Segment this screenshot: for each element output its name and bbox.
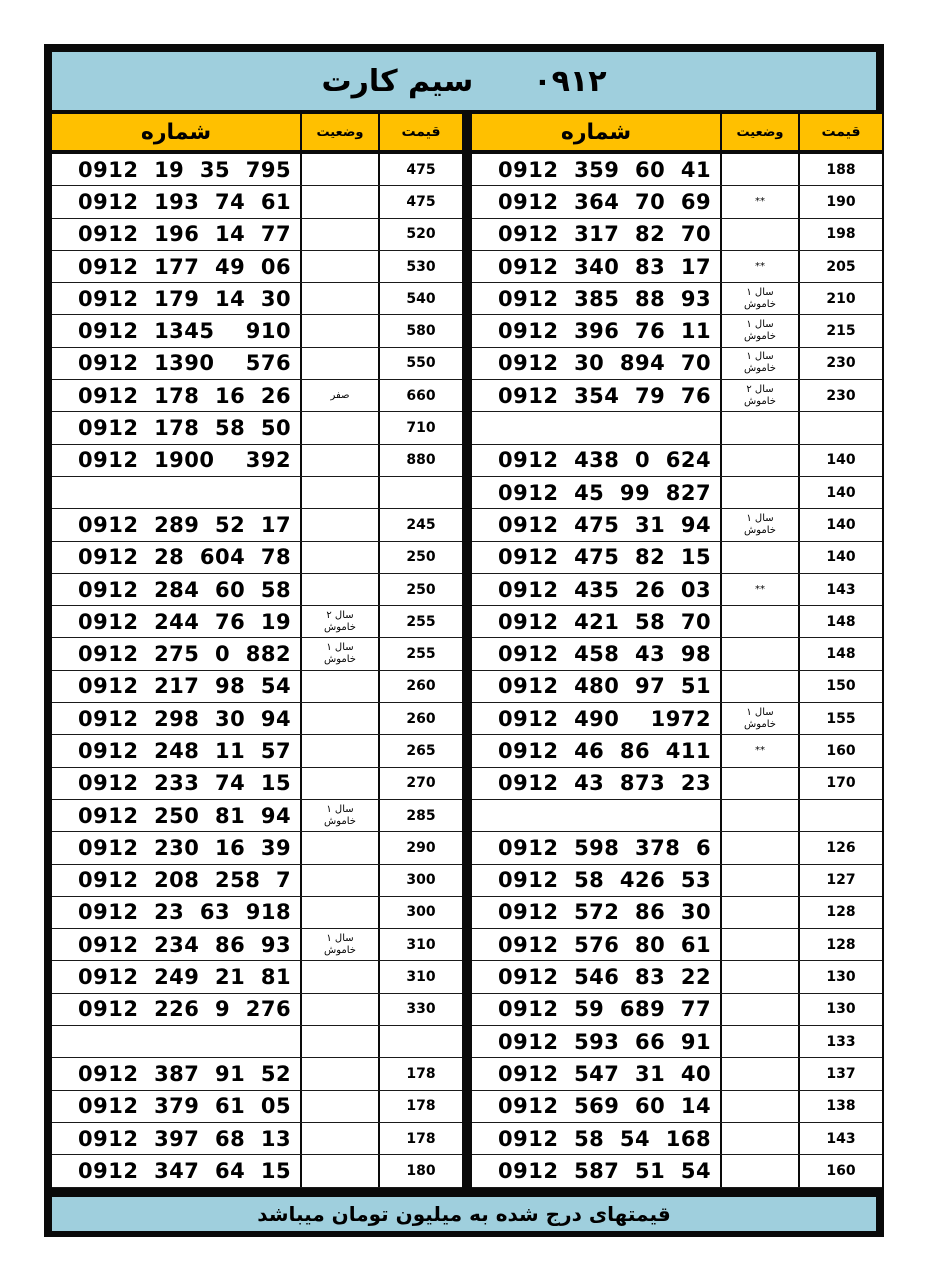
phone-number: 0912 354 79 76: [472, 380, 720, 411]
phone-number: 0912 298 30 94: [52, 703, 300, 734]
price-cell: 138: [800, 1091, 882, 1122]
price-cell: 140: [800, 477, 882, 508]
table-row: [472, 832, 882, 864]
status-cell: [302, 348, 378, 379]
phone-number: 0912 230 16 39: [52, 832, 300, 863]
price-cell: 140: [800, 445, 882, 476]
price-cell: [800, 412, 882, 443]
price-cell: 530: [380, 251, 462, 282]
phone-number: 0912 458 43 98: [472, 638, 720, 669]
price-cell: 255: [380, 606, 462, 637]
status-cell: [302, 1058, 378, 1089]
price-cell: 265: [380, 735, 462, 766]
price-cell: 205: [800, 251, 882, 282]
phone-number: 0912 23 63 918: [52, 897, 300, 928]
footer-note: قیمتهای درج شده به میلیون تومان میباشد: [52, 1197, 876, 1231]
table-row: [472, 768, 882, 800]
table-row: [472, 445, 882, 477]
phone-number: 0912 364 70 69: [472, 186, 720, 217]
status-cell: [302, 251, 378, 282]
price-cell: 475: [380, 154, 462, 185]
table-row: [472, 380, 882, 412]
phone-number: 0912 250 81 94: [52, 800, 300, 831]
price-cell: 188: [800, 154, 882, 185]
phone-number: 0912 598 378 6: [472, 832, 720, 863]
price-cell: 260: [380, 703, 462, 734]
phone-number: 0912 438 0 624: [472, 445, 720, 476]
phone-number: 0912 248 11 57: [52, 735, 300, 766]
phone-number: 0912 397 68 13: [52, 1123, 300, 1154]
header-status: وضعیت: [722, 114, 798, 150]
table-row: [472, 348, 882, 380]
table-row: [472, 1091, 882, 1123]
price-cell: 550: [380, 348, 462, 379]
phone-number: 0912 317 82 70: [472, 219, 720, 250]
price-cell: 520: [380, 219, 462, 250]
status-cell: ۱ سال خاموش: [722, 509, 798, 540]
status-cell: [722, 542, 798, 573]
table-row: [52, 929, 462, 961]
price-cell: 255: [380, 638, 462, 669]
table-row: [472, 186, 882, 218]
status-cell: ۱ سال خاموش: [302, 929, 378, 960]
table-row: [52, 638, 462, 670]
status-cell: [722, 606, 798, 637]
phone-number: 0912 58 426 53: [472, 865, 720, 896]
phone-number: 0912 28 604 78: [52, 542, 300, 573]
phone-number: 0912 46 86 411: [472, 735, 720, 766]
status-cell: [722, 219, 798, 250]
phone-number: 0912 179 14 30: [52, 283, 300, 314]
header-price: قیمت: [380, 114, 462, 150]
price-cell: 300: [380, 865, 462, 896]
title-bar: [52, 52, 876, 110]
table-row: [472, 929, 882, 961]
phone-number: 0912 572 86 30: [472, 897, 720, 928]
header-price: قیمت: [800, 114, 882, 150]
status-cell: [722, 412, 798, 443]
status-cell: [302, 994, 378, 1025]
table-row: [52, 897, 462, 929]
phone-number: 0912 45 99 827: [472, 477, 720, 508]
phone-number: 0912 1345 910: [52, 315, 300, 346]
price-cell: 310: [380, 961, 462, 992]
status-cell: [302, 477, 378, 508]
status-cell: [302, 412, 378, 443]
price-cell: 143: [800, 1123, 882, 1154]
price-cell: [800, 800, 882, 831]
price-cell: 137: [800, 1058, 882, 1089]
price-cell: 215: [800, 315, 882, 346]
status-cell: **: [722, 186, 798, 217]
price-cell: 127: [800, 865, 882, 896]
status-cell: [302, 445, 378, 476]
phone-number: 0912 576 80 61: [472, 929, 720, 960]
status-cell: ۱ سال خاموش: [722, 315, 798, 346]
table-row: [52, 542, 462, 574]
table-row: [472, 1026, 882, 1058]
table-row: [472, 735, 882, 767]
status-cell: [722, 445, 798, 476]
phone-number: 0912 289 52 17: [52, 509, 300, 540]
table-row: [52, 154, 462, 186]
right-table: [472, 114, 882, 1188]
price-cell: 190: [800, 186, 882, 217]
table-row: [52, 800, 462, 832]
phone-number: 0912 208 258 7: [52, 865, 300, 896]
price-cell: 128: [800, 929, 882, 960]
price-cell: 140: [800, 542, 882, 573]
title-text: سیم کارت: [321, 63, 474, 99]
table-row: [52, 412, 462, 444]
status-cell: [302, 1123, 378, 1154]
phone-number: 0912 284 60 58: [52, 574, 300, 605]
status-cell: ۱ سال خاموش: [722, 283, 798, 314]
phone-number: 0912 347 64 15: [52, 1155, 300, 1186]
price-cell: 178: [380, 1091, 462, 1122]
price-cell: 133: [800, 1026, 882, 1057]
table-row: [472, 154, 882, 186]
status-cell: [302, 315, 378, 346]
table-row: [52, 219, 462, 251]
status-cell: [302, 832, 378, 863]
table-row: [52, 735, 462, 767]
status-cell: [302, 865, 378, 896]
status-cell: [722, 800, 798, 831]
table-row: [472, 897, 882, 929]
price-cell: 245: [380, 509, 462, 540]
left-rows: [52, 154, 462, 1188]
price-cell: 310: [380, 929, 462, 960]
price-sheet: [44, 44, 884, 1237]
table-row: [472, 1058, 882, 1090]
status-cell: [722, 1058, 798, 1089]
phone-number: 0912 387 91 52: [52, 1058, 300, 1089]
price-cell: [380, 477, 462, 508]
price-cell: 130: [800, 994, 882, 1025]
price-cell: 180: [380, 1155, 462, 1186]
phone-number: 0912 396 76 11: [472, 315, 720, 346]
table-row: [472, 542, 882, 574]
price-cell: 250: [380, 574, 462, 605]
status-cell: [722, 961, 798, 992]
status-cell: **: [722, 251, 798, 282]
status-cell: [302, 186, 378, 217]
phone-number: 0912 379 61 05: [52, 1091, 300, 1122]
price-cell: 160: [800, 1155, 882, 1186]
phone-number: 0912 244 76 19: [52, 606, 300, 637]
phone-number: 0912 193 74 61: [52, 186, 300, 217]
status-cell: [302, 768, 378, 799]
table-row: [52, 1155, 462, 1187]
price-cell: 710: [380, 412, 462, 443]
price-cell: 143: [800, 574, 882, 605]
status-cell: [302, 1155, 378, 1186]
price-cell: 285: [380, 800, 462, 831]
table-row: [472, 477, 882, 509]
header-number: شماره: [52, 114, 300, 150]
price-cell: 128: [800, 897, 882, 928]
table-row: [52, 1091, 462, 1123]
table-row: [52, 606, 462, 638]
phone-number: 0912 569 60 14: [472, 1091, 720, 1122]
status-cell: ۱ سال خاموش: [302, 638, 378, 669]
status-cell: [722, 477, 798, 508]
table-row: [52, 186, 462, 218]
status-cell: [722, 638, 798, 669]
table-row: [472, 574, 882, 606]
phone-number: 0912 475 31 94: [472, 509, 720, 540]
price-cell: 130: [800, 961, 882, 992]
price-cell: 330: [380, 994, 462, 1025]
status-cell: صفر: [302, 380, 378, 411]
status-cell: [302, 735, 378, 766]
table-row: [472, 509, 882, 541]
table-row: [52, 380, 462, 412]
price-cell: 178: [380, 1123, 462, 1154]
table-row: [472, 315, 882, 347]
phone-number: 0912 226 9 276: [52, 994, 300, 1025]
table-row: [472, 638, 882, 670]
status-cell: ۲ سال خاموش: [302, 606, 378, 637]
phone-number: 0912 177 49 06: [52, 251, 300, 282]
table-row: [472, 703, 882, 735]
phone-number: 0912 1390 576: [52, 348, 300, 379]
phone-number: [472, 412, 720, 443]
price-cell: 230: [800, 380, 882, 411]
table-row: [52, 283, 462, 315]
title-code: ۰۹۱۲: [533, 63, 607, 99]
phone-number: 0912 249 21 81: [52, 961, 300, 992]
phone-number: 0912 275 0 882: [52, 638, 300, 669]
status-cell: [302, 1026, 378, 1057]
status-cell: [722, 865, 798, 896]
phone-number: 0912 178 16 26: [52, 380, 300, 411]
phone-number: [52, 1026, 300, 1057]
price-cell: 250: [380, 542, 462, 573]
price-cell: 198: [800, 219, 882, 250]
table-row: [52, 1026, 462, 1058]
table-row: [52, 1058, 462, 1090]
price-cell: 270: [380, 768, 462, 799]
phone-number: 0912 43 873 23: [472, 768, 720, 799]
phone-number: 0912 340 83 17: [472, 251, 720, 282]
status-cell: **: [722, 735, 798, 766]
price-cell: 580: [380, 315, 462, 346]
phone-number: 0912 1900 392: [52, 445, 300, 476]
status-cell: [302, 703, 378, 734]
table-row: [52, 961, 462, 993]
price-cell: 475: [380, 186, 462, 217]
status-cell: [722, 929, 798, 960]
status-cell: [722, 897, 798, 928]
status-cell: ۲ سال خاموش: [722, 380, 798, 411]
table-row: [52, 865, 462, 897]
status-cell: [722, 1123, 798, 1154]
phone-number: 0912 59 689 77: [472, 994, 720, 1025]
phone-number: 0912 58 54 168: [472, 1123, 720, 1154]
price-cell: 155: [800, 703, 882, 734]
status-cell: [302, 542, 378, 573]
status-cell: ۱ سال خاموش: [722, 703, 798, 734]
table-header: [52, 114, 462, 150]
phone-number: 0912 385 88 93: [472, 283, 720, 314]
status-cell: [302, 961, 378, 992]
status-cell: [302, 1091, 378, 1122]
status-cell: [722, 832, 798, 863]
phone-number: 0912 178 58 50: [52, 412, 300, 443]
table-row: [472, 1155, 882, 1187]
header-status: وضعیت: [302, 114, 378, 150]
table-row: [472, 800, 882, 832]
price-cell: 290: [380, 832, 462, 863]
header-number: شماره: [472, 114, 720, 150]
status-cell: [302, 897, 378, 928]
phone-number: 0912 217 98 54: [52, 671, 300, 702]
table-row: [52, 994, 462, 1026]
status-cell: [302, 154, 378, 185]
right-rows: [472, 154, 882, 1188]
status-cell: [722, 1026, 798, 1057]
table-row: [472, 412, 882, 444]
status-cell: [302, 574, 378, 605]
table-row: [52, 509, 462, 541]
phone-number: 0912 480 97 51: [472, 671, 720, 702]
table-row: [52, 445, 462, 477]
phone-number: 0912 196 14 77: [52, 219, 300, 250]
status-cell: [302, 219, 378, 250]
phone-number: 0912 421 58 70: [472, 606, 720, 637]
status-cell: [722, 768, 798, 799]
table-row: [52, 768, 462, 800]
status-cell: [722, 1155, 798, 1186]
price-cell: 540: [380, 283, 462, 314]
table-row: [52, 671, 462, 703]
price-cell: 230: [800, 348, 882, 379]
table-row: [52, 574, 462, 606]
status-cell: [302, 509, 378, 540]
phone-number: 0912 490 1972: [472, 703, 720, 734]
price-cell: 140: [800, 509, 882, 540]
price-cell: 210: [800, 283, 882, 314]
status-cell: [302, 671, 378, 702]
status-cell: ۱ سال خاموش: [302, 800, 378, 831]
table-row: [472, 671, 882, 703]
table-row: [52, 477, 462, 509]
price-cell: 170: [800, 768, 882, 799]
table-row: [52, 251, 462, 283]
table-row: [472, 606, 882, 638]
price-cell: 126: [800, 832, 882, 863]
table-row: [472, 994, 882, 1026]
table-row: [472, 961, 882, 993]
price-cell: 160: [800, 735, 882, 766]
table-row: [52, 315, 462, 347]
table-header: [472, 114, 882, 150]
status-cell: [722, 1091, 798, 1122]
price-cell: 178: [380, 1058, 462, 1089]
table-row: [472, 251, 882, 283]
table-row: [472, 283, 882, 315]
phone-number: 0912 30 894 70: [472, 348, 720, 379]
table-row: [472, 865, 882, 897]
phone-number: 0912 234 86 93: [52, 929, 300, 960]
phone-number: [472, 800, 720, 831]
table-row: [472, 1123, 882, 1155]
status-cell: [302, 283, 378, 314]
phone-number: 0912 587 51 54: [472, 1155, 720, 1186]
status-cell: [722, 994, 798, 1025]
phone-number: 0912 546 83 22: [472, 961, 720, 992]
table-row: [52, 832, 462, 864]
phone-number: 0912 233 74 15: [52, 768, 300, 799]
price-cell: 260: [380, 671, 462, 702]
phone-number: 0912 593 66 91: [472, 1026, 720, 1057]
price-cell: 300: [380, 897, 462, 928]
phone-number: [52, 477, 300, 508]
status-cell: [722, 154, 798, 185]
left-table: [52, 114, 462, 1188]
status-cell: **: [722, 574, 798, 605]
phone-number: 0912 547 31 40: [472, 1058, 720, 1089]
price-cell: 148: [800, 606, 882, 637]
phone-number: 0912 359 60 41: [472, 154, 720, 185]
price-cell: 660: [380, 380, 462, 411]
price-cell: [380, 1026, 462, 1057]
table-row: [472, 219, 882, 251]
table-row: [52, 703, 462, 735]
table-row: [52, 348, 462, 380]
table-row: [52, 1123, 462, 1155]
phone-number: 0912 19 35 795: [52, 154, 300, 185]
status-cell: [722, 671, 798, 702]
price-cell: 148: [800, 638, 882, 669]
phone-number: 0912 435 26 03: [472, 574, 720, 605]
phone-number: 0912 475 82 15: [472, 542, 720, 573]
status-cell: ۱ سال خاموش: [722, 348, 798, 379]
price-cell: 880: [380, 445, 462, 476]
price-cell: 150: [800, 671, 882, 702]
